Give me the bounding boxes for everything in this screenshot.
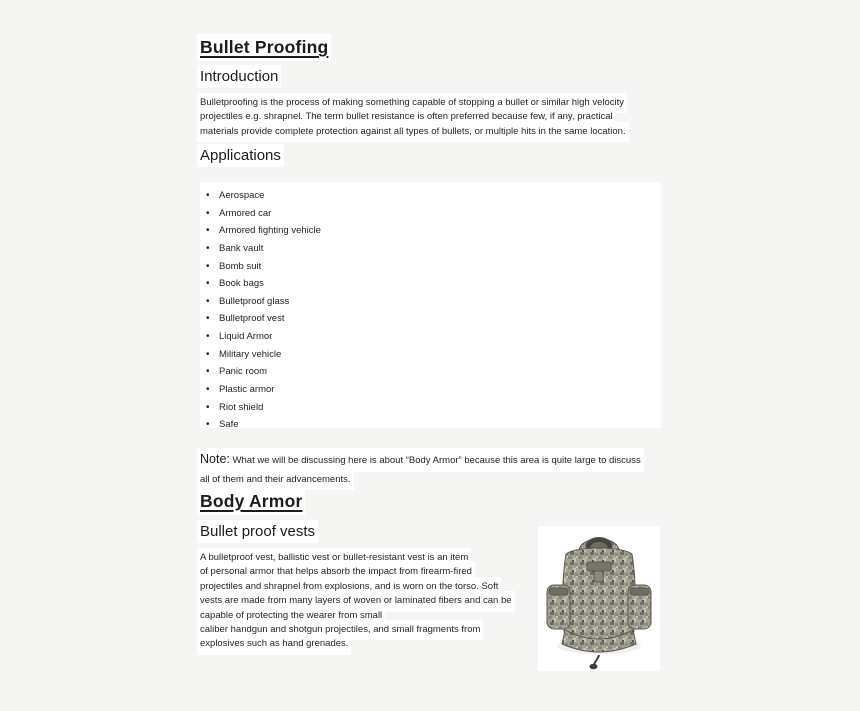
applications-list <box>200 182 661 431</box>
paragraph-line: capable of protecting the wearer from small <box>200 609 382 623</box>
bullet-icon: • <box>206 384 210 396</box>
paragraph-line: projectiles e.g. shrapnel. The term bullet resistance is often preferred because few, if any, practical <box>200 110 613 124</box>
list-item-label: Bulletproof vest <box>219 313 285 325</box>
list-item-label: Bomb suit <box>219 260 262 272</box>
note-text: What we will be discussing here is about “Body Armor” because this area is quite large to discuss <box>232 455 641 466</box>
list-item <box>200 205 661 223</box>
bullet-icon: • <box>206 207 210 219</box>
introduction-paragraph <box>200 96 626 139</box>
vest-paragraph <box>200 551 512 652</box>
bullet-icon: • <box>206 401 210 413</box>
list-item-label: Armored car <box>219 207 272 219</box>
bullet-icon: • <box>206 242 210 254</box>
list-item-label: Panic room <box>219 366 268 378</box>
bullet-icon: • <box>206 366 210 378</box>
list-item <box>200 293 661 311</box>
paragraph-line: projectiles and shrapnel from explosions, and is worn on the torso. Soft <box>200 580 498 594</box>
bullet-icon: • <box>206 190 210 201</box>
list-item <box>200 363 661 381</box>
list-item-label: Riot shield <box>219 401 264 413</box>
bullet-proof-vests-heading: Bullet proof vests <box>200 523 316 540</box>
list-item <box>200 240 661 258</box>
introduction-heading: Introduction <box>200 68 279 85</box>
bulletproof-vest-image <box>538 526 660 671</box>
list-item-label: Aerospace <box>219 190 265 201</box>
body-armor-heading: Body Armor <box>200 491 303 511</box>
paragraph-line: A bulletproof vest, ballistic vest or bullet-resistant vest is an item <box>200 551 468 565</box>
list-item-label: Military vehicle <box>219 348 282 360</box>
bullet-icon: • <box>206 278 210 290</box>
list-item <box>200 222 661 240</box>
paragraph-line: explosives such as hand grenades. <box>200 637 348 651</box>
document-title: Bullet Proofing <box>200 37 329 57</box>
bullet-icon: • <box>206 331 210 343</box>
paragraph-line: vests are made from many layers of woven or laminated fibers and can be <box>200 594 512 608</box>
bullet-icon: • <box>206 313 210 325</box>
list-item-label: Plastic armor <box>219 384 275 396</box>
list-item <box>200 187 661 205</box>
applications-heading: Applications <box>200 147 281 164</box>
bullet-icon: • <box>206 260 210 272</box>
list-item <box>200 346 661 364</box>
list-item <box>200 328 661 346</box>
list-item-label: Book bags <box>219 278 264 290</box>
list-item <box>200 399 661 417</box>
note-text: all of them and their advancements. <box>200 474 351 485</box>
bullet-icon: • <box>206 419 210 431</box>
vest-illustration <box>538 526 660 671</box>
list-item-label: Bulletproof glass <box>219 295 290 307</box>
bullet-icon: • <box>206 225 210 237</box>
list-item-label: Armored fighting vehicle <box>219 225 321 237</box>
paragraph-line: materials provide complete protection against all types of bullets, or multiple hits in the same location. <box>200 125 626 139</box>
paragraph-line: caliber handgun and shotgun projectiles, and small fragments from <box>200 623 480 637</box>
bullet-icon: • <box>206 348 210 360</box>
list-item <box>200 275 661 293</box>
note-paragraph <box>200 451 641 487</box>
list-item-label: Liquid Armor <box>219 331 273 343</box>
paragraph-line: of personal armor that helps absorb the impact from firearm-fired <box>200 565 472 579</box>
list-item <box>200 416 661 434</box>
list-item-label: Bank vault <box>219 242 264 254</box>
list-item <box>200 258 661 276</box>
list-item <box>200 381 661 399</box>
list-item-label: Safe <box>219 419 239 431</box>
note-label: Note: <box>200 452 230 466</box>
list-item <box>200 310 661 328</box>
paragraph-line: Bulletproofing is the process of making something capable of stopping a bullet or similar high velocity <box>200 96 624 110</box>
bullet-icon: • <box>206 295 210 307</box>
